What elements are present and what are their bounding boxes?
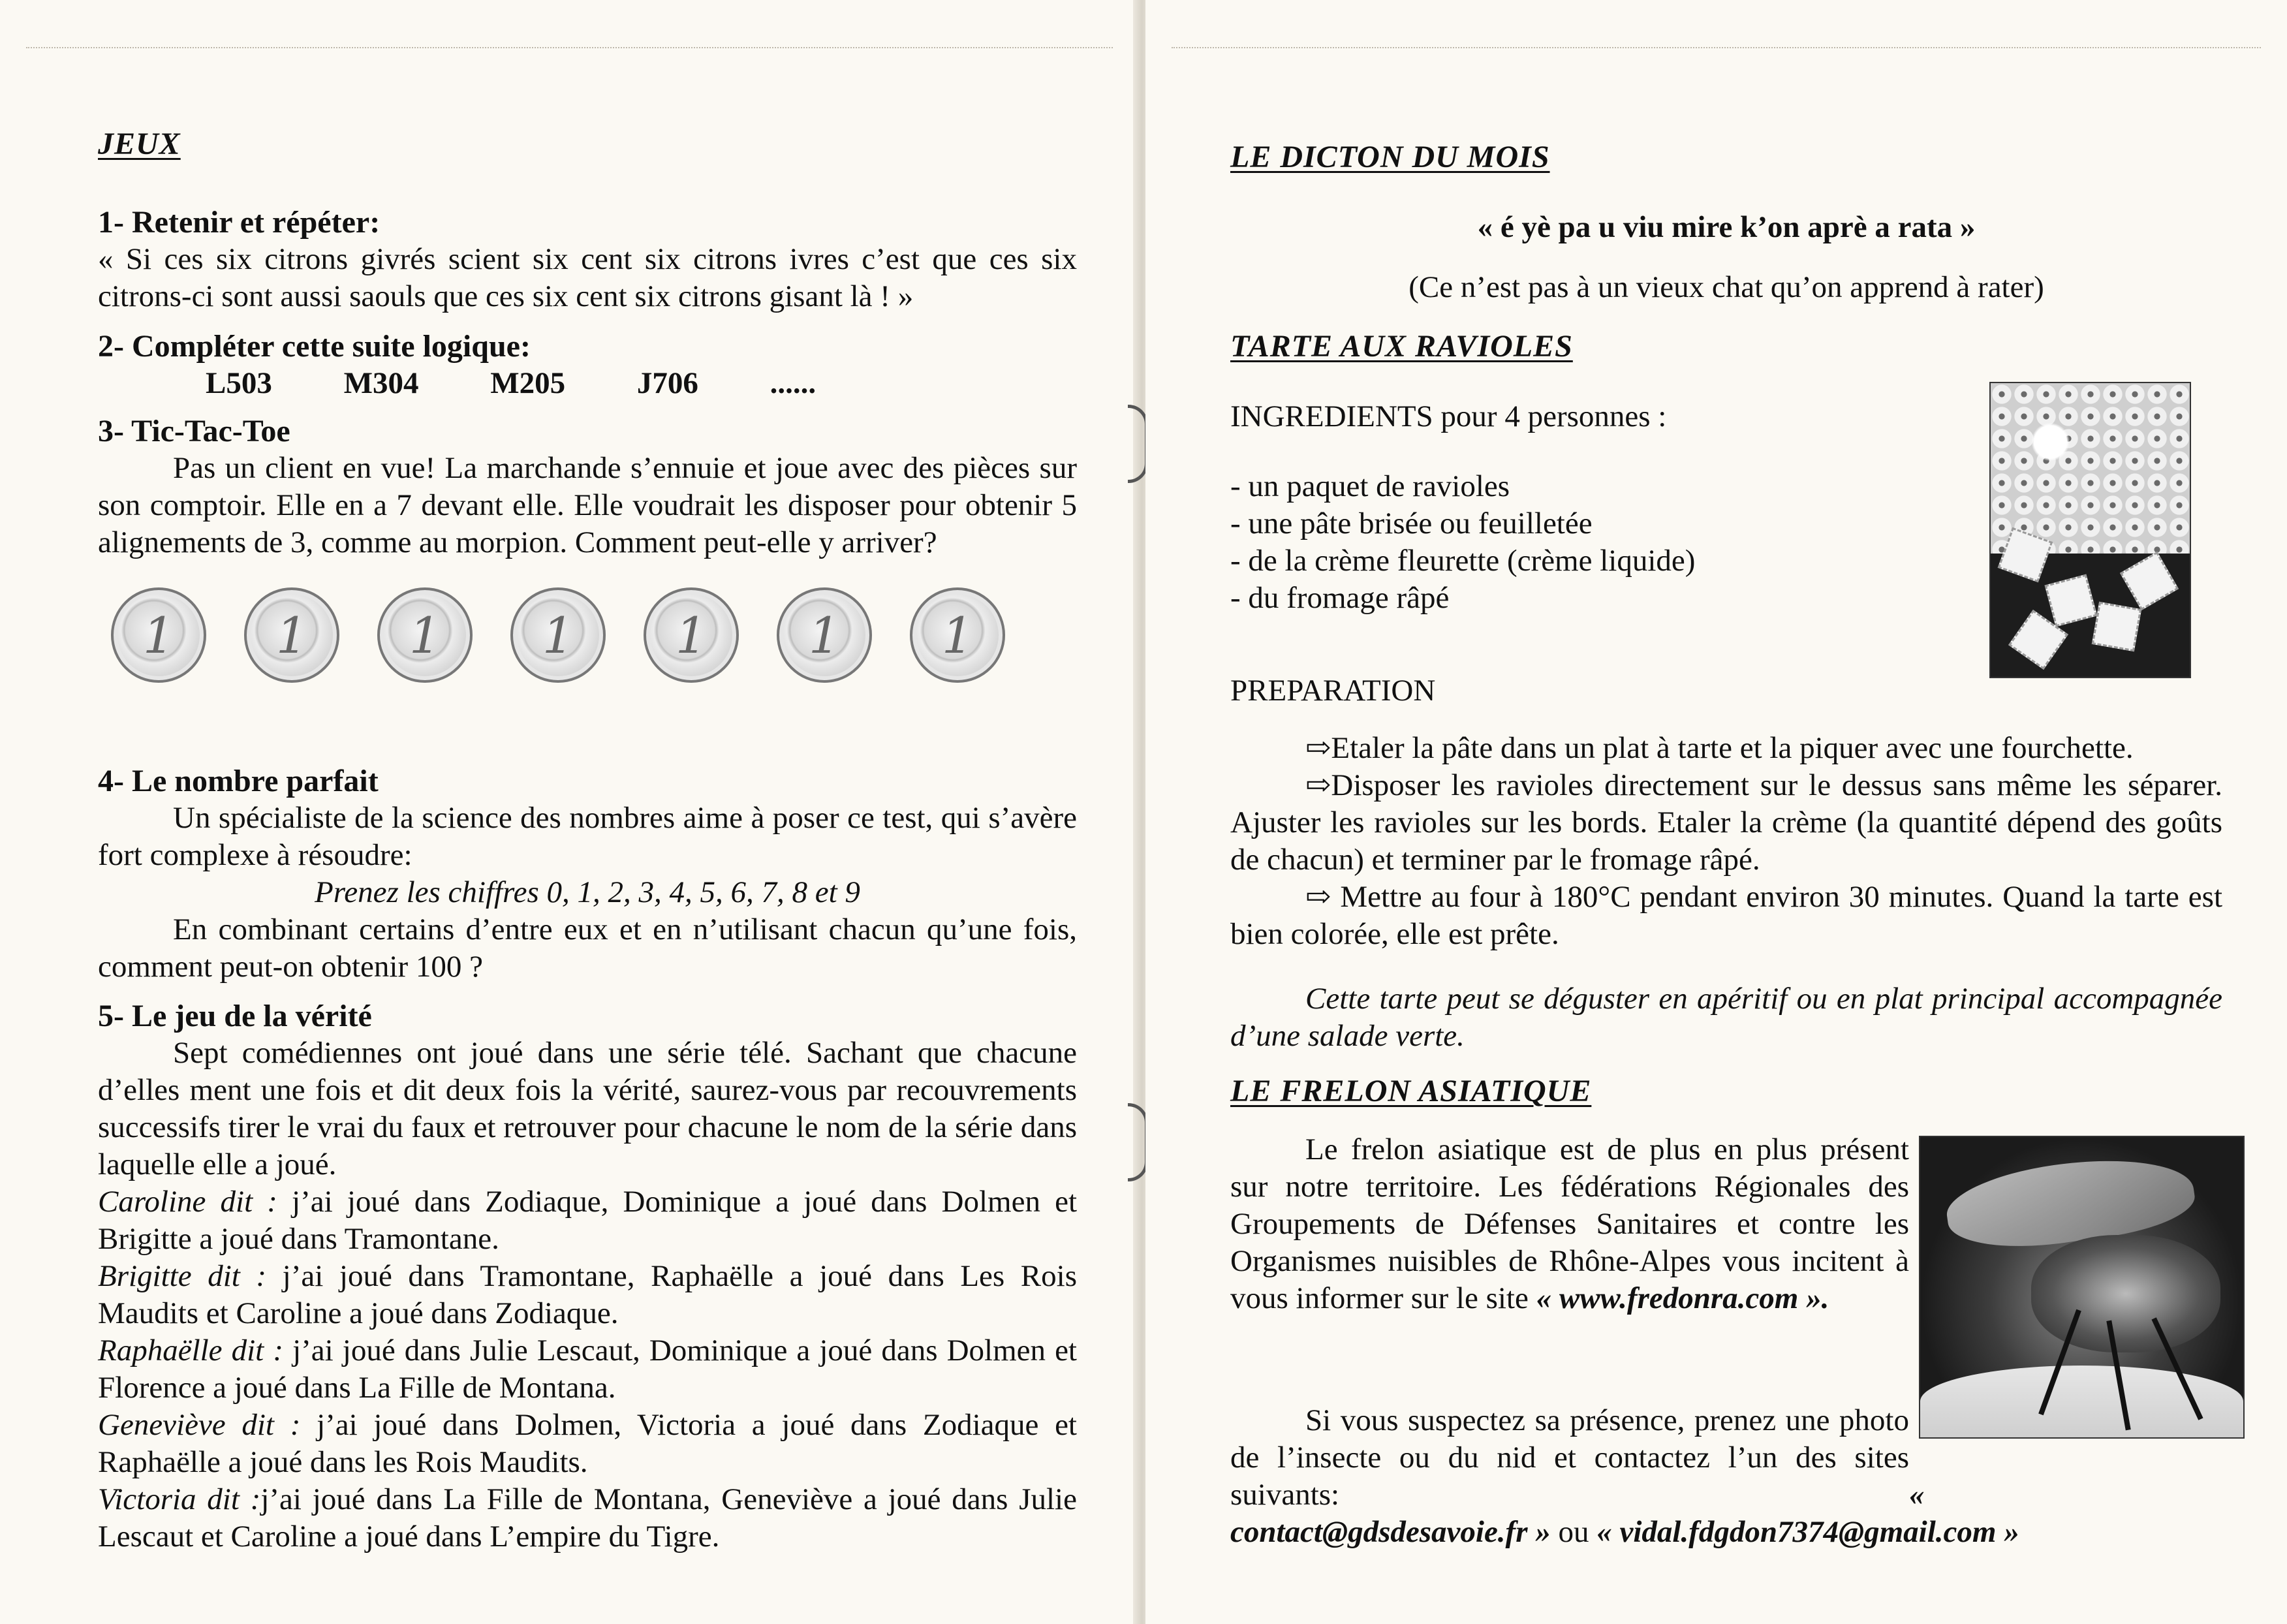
question-3	[98, 413, 1077, 683]
question-4-title: 4- Le nombre parfait	[98, 764, 379, 798]
contact-email-2[interactable]: « vidal.fdgdon7374@gmail.com »	[1596, 1515, 2019, 1549]
preparation-steps	[1230, 730, 2222, 953]
question-5-title: 5- Le jeu de la vérité	[98, 999, 372, 1033]
question-2-title: 2- Compléter cette suite logique:	[98, 329, 531, 364]
frelon-paragraph-1: Le frelon asiatique est de plus en plus présent sur notre territoire. Les fédérations Régionales des Groupements de Défenses Sanitaires et contre les Organismes nuisibles de Rhône-Alpes vous incitent à vous informer sur le site « www.fredonra.com ».	[1230, 1132, 1909, 1315]
page-top-rule	[1172, 47, 2261, 48]
question-3-text: Pas un client en vue! La marchande s’ennuie et joue avec des pièces sur son comptoir. Elle en a 7 devant elle. Elle voudrait les disposer pour obtenir 5 alignements de 3, comme au morpion. Comment peut-elle y arriver?	[98, 451, 1077, 559]
ingredients-heading: INGREDIENTS pour 4 personnes :	[1230, 399, 1667, 433]
logic-sequence	[98, 365, 1077, 402]
question-5	[98, 997, 1077, 1555]
question-4-text: Un spécialiste de la science des nombres aime à poser ce test, qui s’avère fort complexe à résoudre:	[98, 801, 1077, 872]
statement: Geneviève dit : j’ai joué dans Dolmen, Victoria a joué dans Zodiaque et Raphaëlle a joué dans les Rois Maudits.	[98, 1408, 1077, 1479]
section-title-jeux: JEUX	[98, 127, 181, 161]
question-4-digits: Prenez les chiffres 0, 1, 2, 3, 4, 5, 6, 7, 8 et 9	[315, 875, 860, 909]
preparation-step: ⇨Disposer les ravioles directement sur le dessus sans même les séparer. Ajuster les ravioles sur les bords. Etaler la crème (la quantité dépend des goûts de chacun) et terminer par le fromage râpé.	[1230, 768, 2222, 877]
sequence-term: M304	[343, 366, 419, 400]
statement: Brigitte dit : j’ai joué dans Tramontane, Raphaëlle a joué dans Les Rois Maudits et Caroline a joué dans Zodiaque.	[98, 1259, 1077, 1330]
arrow-right-icon: ⇨	[1305, 880, 1331, 914]
arrow-right-icon: ⇨	[1305, 731, 1331, 765]
question-4	[98, 762, 1077, 986]
sequence-ellipsis: ......	[770, 366, 817, 400]
ingredients-list	[1230, 468, 1883, 617]
euro-coin-icon: 1	[111, 587, 206, 683]
euro-coin-icon: 1	[910, 587, 1005, 683]
left-page	[0, 0, 1139, 1624]
preparation-step: ⇨Etaler la pâte dans un plat à tarte et la piquer avec une fourchette.	[1305, 731, 2134, 765]
euro-coins-row	[111, 587, 1077, 683]
frelon-paragraph-2: Si vous suspectez sa présence, prenez une photo de l’insecte ou du nid et contactez l’un des sites suivants: « contact@gdsdesavoie.fr » ou « vidal.fdgdon7374@gmail.com »	[1230, 1403, 2019, 1549]
section-title-recipe: TARTE AUX RAVIOLES	[1230, 329, 1573, 364]
ingredient-item: - de la crème fleurette (crème liquide)	[1230, 544, 1696, 578]
euro-coin-icon: 1	[244, 587, 339, 683]
statement: Caroline dit : j’ai joué dans Zodiaque, Dominique a joué dans Dolmen et Brigitte a joué dans Tramontane.	[98, 1185, 1077, 1256]
question-1	[98, 204, 1077, 315]
question-2	[98, 328, 1077, 402]
sequence-term: J706	[636, 366, 698, 400]
sequence-term: M205	[490, 366, 566, 400]
section-title-dicton: LE DICTON DU MOIS	[1230, 140, 1550, 174]
page-top-rule	[26, 47, 1113, 48]
ingredient-item: - une pâte brisée ou feuilletée	[1230, 507, 1593, 540]
sequence-term: L503	[206, 366, 272, 400]
preparation-heading: PREPARATION	[1230, 674, 1436, 708]
euro-coin-icon: 1	[510, 587, 606, 683]
section-title-frelon: LE FRELON ASIATIQUE	[1230, 1074, 1592, 1108]
question-4-question: En combinant certains d’entre eux et en n’utilisant chacun qu’une fois, comment peut-on obtenir 100 ?	[98, 913, 1077, 984]
statement: Raphaëlle dit : j’ai joué dans Julie Lescaut, Dominique a joué dans Dolmen et Florence a joué dans La Fille de Montana.	[98, 1334, 1077, 1405]
statement: Victoria dit :j’ai joué dans La Fille de Montana, Geneviève a joué dans Julie Lescaut et Caroline a joué dans L’empire du Tigre.	[98, 1482, 1077, 1554]
recipe-note: Cette tarte peut se déguster en apéritif ou en plat principal accompagnée d’une salade verte.	[1230, 982, 2222, 1053]
question-5-intro: Sept comédiennes ont joué dans une série télé. Sachant que chacune d’elles ment une fois et dit deux fois la vérité, saurez-vous par recouvrements successifs tirer le vrai du faux et retrouver pour chacune le nom de la série dans laquelle elle a joué.	[98, 1036, 1077, 1181]
ingredient-item: - du fromage râpé	[1230, 581, 1450, 615]
arrow-right-icon: ⇨	[1305, 768, 1331, 802]
preparation-step: ⇨ Mettre au four à 180°C pendant environ 30 minutes. Quand la tarte est bien colorée, elle est prête.	[1230, 880, 2222, 951]
question-1-title: 1- Retenir et répéter:	[98, 205, 381, 240]
euro-coin-icon: 1	[377, 587, 473, 683]
fredonra-link[interactable]: « www.fredonra.com ».	[1536, 1281, 1829, 1315]
right-page	[1145, 0, 2287, 1624]
ravioles-photo	[1989, 382, 2191, 678]
euro-coin-icon: 1	[777, 587, 872, 683]
euro-coin-icon: 1	[644, 587, 739, 683]
contact-email-1[interactable]: « contact@gdsdesavoie.fr »	[1230, 1478, 1925, 1549]
hornet-photo	[1919, 1136, 2245, 1439]
question-3-title: 3- Tic-Tac-Toe	[98, 414, 290, 448]
ingredient-item: - un paquet de ravioles	[1230, 469, 1510, 503]
question-1-text: « Si ces six citrons givrés scient six cent six citrons ivres c’est que ces six citrons-ci sont aussi saouls que ces six cent six citrons gisant là ! »	[98, 242, 1077, 313]
dicton-translation: (Ce n’est pas à un vieux chat qu’on apprend à rater)	[1408, 270, 2044, 304]
dicton-quote: « é yè pa u viu mire k’on aprè a rata »	[1477, 210, 1976, 244]
